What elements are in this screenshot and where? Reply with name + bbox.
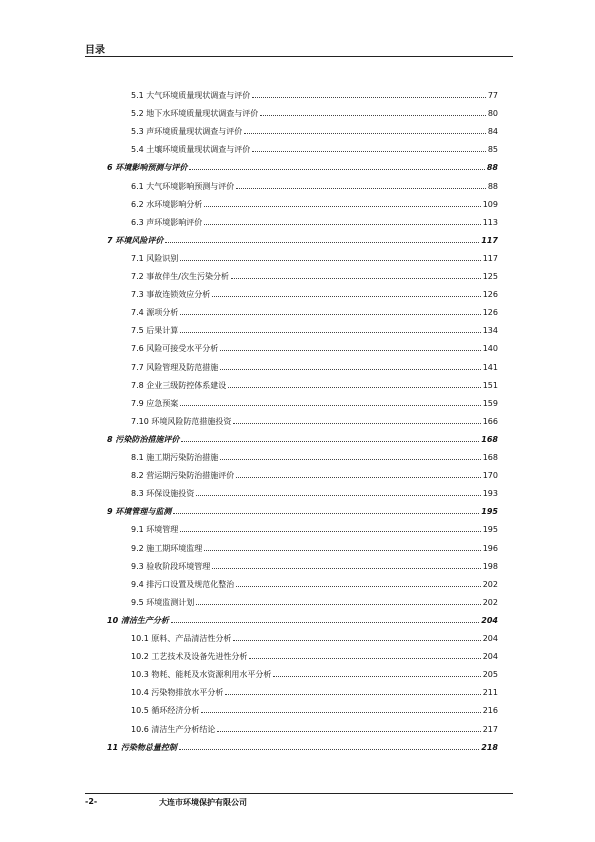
toc-entry-label: 9.5 环境监测计划: [131, 597, 195, 607]
toc-entry-page: 141: [482, 362, 498, 372]
toc-section-entry[interactable]: [131, 705, 498, 719]
toc-dot-leader: [196, 495, 480, 496]
toc-section-entry[interactable]: [131, 687, 498, 701]
toc-entry-page: 204: [482, 634, 498, 643]
toc-entry-label: 7.8 企业三级防控体系建设: [131, 380, 227, 390]
toc-section-entry[interactable]: [131, 199, 498, 213]
toc-entry-page: 168: [482, 453, 498, 462]
toc-section-entry[interactable]: [131, 597, 498, 611]
toc-entry-page: 85: [487, 145, 498, 155]
toc-dot-leader: [273, 676, 480, 677]
toc-section-entry[interactable]: [131, 633, 498, 647]
toc-section-entry[interactable]: [131, 325, 498, 339]
toc-section-entry[interactable]: [131, 470, 498, 484]
toc-entry-page: 216: [482, 706, 498, 716]
toc-entry-page: 151: [482, 380, 498, 390]
toc-dot-leader: [204, 550, 480, 551]
toc-dot-leader: [180, 531, 480, 532]
toc-dot-leader: [180, 260, 480, 261]
toc-dot-leader: [180, 314, 480, 315]
toc-dot-leader: [180, 332, 480, 333]
toc-dot-leader: [189, 169, 485, 170]
toc-entry-page: 204: [482, 652, 498, 662]
toc-dot-leader: [228, 387, 480, 388]
toc-entry-label: 10.4 污染物排放水平分析: [131, 688, 224, 698]
toc-section-entry[interactable]: [131, 126, 498, 140]
toc-section-entry[interactable]: [131, 217, 498, 231]
toc-chapter-entry[interactable]: [107, 434, 498, 448]
toc-entry-label: 7.6 风险可接受水平分析: [131, 344, 219, 354]
toc-dot-leader: [233, 640, 480, 641]
toc-entry-label: 10.3 物耗、能耗及水资源利用水平分析: [131, 670, 272, 680]
toc-entry-page: 77: [487, 91, 498, 100]
toc-dot-leader: [180, 405, 480, 406]
toc-dot-leader: [179, 749, 479, 750]
toc-dot-leader: [201, 712, 480, 713]
toc-section-entry[interactable]: [131, 380, 498, 394]
toc-dot-leader: [231, 278, 481, 279]
toc-entry-label: 6.2 水环境影响分析: [131, 199, 203, 209]
toc-entry-page: 195: [482, 525, 498, 535]
toc-entry-page: 117: [482, 253, 498, 263]
toc-entry-page: 218: [481, 742, 498, 752]
toc-entry-page: 193: [482, 489, 498, 499]
toc-dot-leader: [212, 568, 480, 569]
toc-dot-leader: [220, 459, 480, 460]
toc-entry-page: 202: [482, 597, 498, 607]
toc-dot-leader: [244, 133, 486, 134]
toc-entry-page: 195: [481, 507, 498, 517]
toc-entry-page: 202: [482, 579, 498, 589]
toc-section-entry[interactable]: [131, 452, 498, 466]
toc-entry-label: 7 环境风险评价: [107, 235, 164, 245]
toc-section-entry[interactable]: [131, 524, 498, 538]
toc-entry-label: 5.3 声环境质量现状调查与评价: [131, 127, 243, 137]
toc-entry-label: 7.3 事故连锁效应分析: [131, 290, 211, 300]
toc-section-entry[interactable]: [131, 362, 498, 376]
toc-section-entry[interactable]: [131, 181, 498, 195]
toc-dot-leader: [171, 622, 479, 623]
toc-dot-leader: [249, 658, 480, 659]
toc-section-entry[interactable]: [131, 543, 498, 557]
toc-section-entry[interactable]: [131, 90, 498, 104]
toc-dot-leader: [260, 115, 486, 116]
toc-entry-page: 84: [487, 127, 498, 137]
toc-dot-leader: [204, 224, 480, 225]
toc-entry-label: 9.3 验收阶段环境管理: [131, 561, 211, 571]
page-header-title: 目录: [85, 45, 105, 56]
toc-section-entry[interactable]: [131, 488, 498, 502]
toc-entry-label: 9 环境管理与监测: [107, 507, 172, 517]
toc-entry-label: 7.7 风险管理及防范措施: [131, 362, 219, 372]
toc-entry-label: 9.1 环境管理: [131, 525, 179, 535]
toc-entry-page: 166: [482, 416, 498, 426]
toc-entry-page: 204: [481, 615, 498, 625]
toc-dot-leader: [236, 586, 480, 587]
toc-entry-page: 126: [482, 308, 498, 318]
toc-entry-label: 7.5 后果计算: [131, 326, 179, 336]
toc-dot-leader: [173, 513, 479, 514]
header-divider: [85, 56, 513, 57]
toc-chapter-entry[interactable]: [107, 235, 498, 249]
toc-entry-label: 8.1 施工期污染防治措施: [131, 453, 219, 462]
toc-section-entry[interactable]: [131, 343, 498, 357]
footer-company-name: 大连市环境保护有限公司: [159, 798, 247, 807]
toc-dot-leader: [252, 151, 486, 152]
toc-chapter-entry[interactable]: [107, 742, 498, 756]
toc-section-entry[interactable]: [131, 307, 498, 321]
toc-entry-page: 170: [482, 471, 498, 481]
toc-section-entry[interactable]: [131, 651, 498, 665]
toc-entry-page: 88: [487, 181, 498, 191]
toc-entry-page: 117: [481, 235, 498, 245]
toc-dot-leader: [233, 423, 480, 424]
toc-section-entry[interactable]: [131, 579, 498, 593]
toc-entry-page: 211: [482, 688, 498, 698]
toc-section-entry[interactable]: [131, 253, 498, 267]
toc-chapter-entry[interactable]: [107, 162, 498, 176]
toc-entry-label: 8 污染防治措施评价: [107, 434, 180, 444]
toc-entry-label: 9.2 施工期环境监理: [131, 543, 203, 553]
toc-entry-page: 109: [482, 199, 498, 209]
toc-entry-page: 125: [482, 272, 498, 281]
toc-entry-label: 8.3 环保设施投资: [131, 489, 195, 499]
toc-section-entry[interactable]: [131, 561, 498, 575]
toc-chapter-entry[interactable]: [107, 506, 498, 520]
toc-section-entry[interactable]: [131, 108, 498, 122]
toc-entry-label: 10.5 循环经济分析: [131, 706, 200, 716]
toc-chapter-entry[interactable]: [107, 615, 498, 629]
toc-dot-leader: [220, 350, 480, 351]
toc-entry-label: 5.1 大气环境质量现状调查与评价: [131, 91, 251, 100]
toc-entry-page: 217: [482, 724, 498, 734]
toc-entry-page: 205: [482, 670, 498, 680]
toc-dot-leader: [236, 188, 486, 189]
toc-entry-label: 6.1 大气环境影响预测与评价: [131, 181, 235, 191]
toc-section-entry[interactable]: [131, 144, 498, 158]
toc-section-entry[interactable]: [131, 289, 498, 303]
toc-entry-label: 7.4 源项分析: [131, 308, 179, 318]
toc-entry-page: 80: [487, 109, 498, 119]
toc-entry-label: 7.9 应急预案: [131, 398, 179, 408]
toc-entry-label: 11 污染物总量控制: [107, 742, 177, 752]
toc-entry-page: 88: [486, 163, 498, 173]
toc-entry-label: 8.2 营运期污染防治措施评价: [131, 471, 235, 481]
toc-dot-leader: [225, 694, 480, 695]
toc-dot-leader: [236, 477, 480, 478]
toc-dot-leader: [196, 604, 480, 605]
footer-page-number: -2-: [85, 797, 98, 806]
toc-dot-leader: [165, 242, 479, 243]
toc-entry-label: 6.3 声环境影响评价: [131, 217, 203, 227]
toc-entry-label: 5.4 土壤环境质量现状调查与评价: [131, 145, 251, 155]
toc-entry-page: 140: [482, 344, 498, 354]
toc-entry-label: 10.1 原料、产品清洁性分析: [131, 634, 232, 643]
toc-dot-leader: [212, 296, 480, 297]
toc-entry-page: 196: [482, 543, 498, 553]
toc-section-entry[interactable]: [131, 416, 498, 430]
toc-dot-leader: [217, 731, 480, 732]
toc-entry-label: 10.2 工艺技术及设备先进性分析: [131, 652, 248, 662]
toc-entry-page: 168: [481, 434, 498, 444]
footer-divider: [85, 793, 513, 794]
toc-entry-label: 9.4 排污口设置及规范化整治: [131, 579, 235, 589]
toc-entry-page: 113: [482, 217, 498, 227]
toc-entry-page: 159: [482, 398, 498, 408]
toc-section-entry[interactable]: [131, 398, 498, 412]
toc-dot-leader: [220, 369, 480, 370]
toc-section-entry[interactable]: [131, 271, 498, 285]
toc-dot-leader: [252, 97, 486, 98]
toc-entry-page: 126: [482, 290, 498, 300]
toc-dot-leader: [204, 206, 480, 207]
toc-entry-label: 6 环境影响预测与评价: [107, 163, 188, 173]
toc-section-entry[interactable]: [131, 724, 498, 738]
toc-entry-label: 10 清洁生产分析: [107, 615, 169, 625]
toc-entry-label: 7.2 事故伴生/次生污染分析: [131, 272, 229, 281]
toc-entry-label: 7.1 风险识别: [131, 253, 179, 263]
toc-section-entry[interactable]: [131, 669, 498, 683]
toc-entry-label: 5.2 地下水环境质量现状调查与评价: [131, 109, 259, 119]
toc-entry-label: 7.10 环境风险防范措施投资: [131, 416, 232, 426]
toc-entry-label: 10.6 清洁生产分析结论: [131, 724, 216, 734]
toc-entry-page: 198: [482, 561, 498, 571]
toc-dot-leader: [181, 441, 479, 442]
toc-entry-page: 134: [482, 326, 498, 336]
